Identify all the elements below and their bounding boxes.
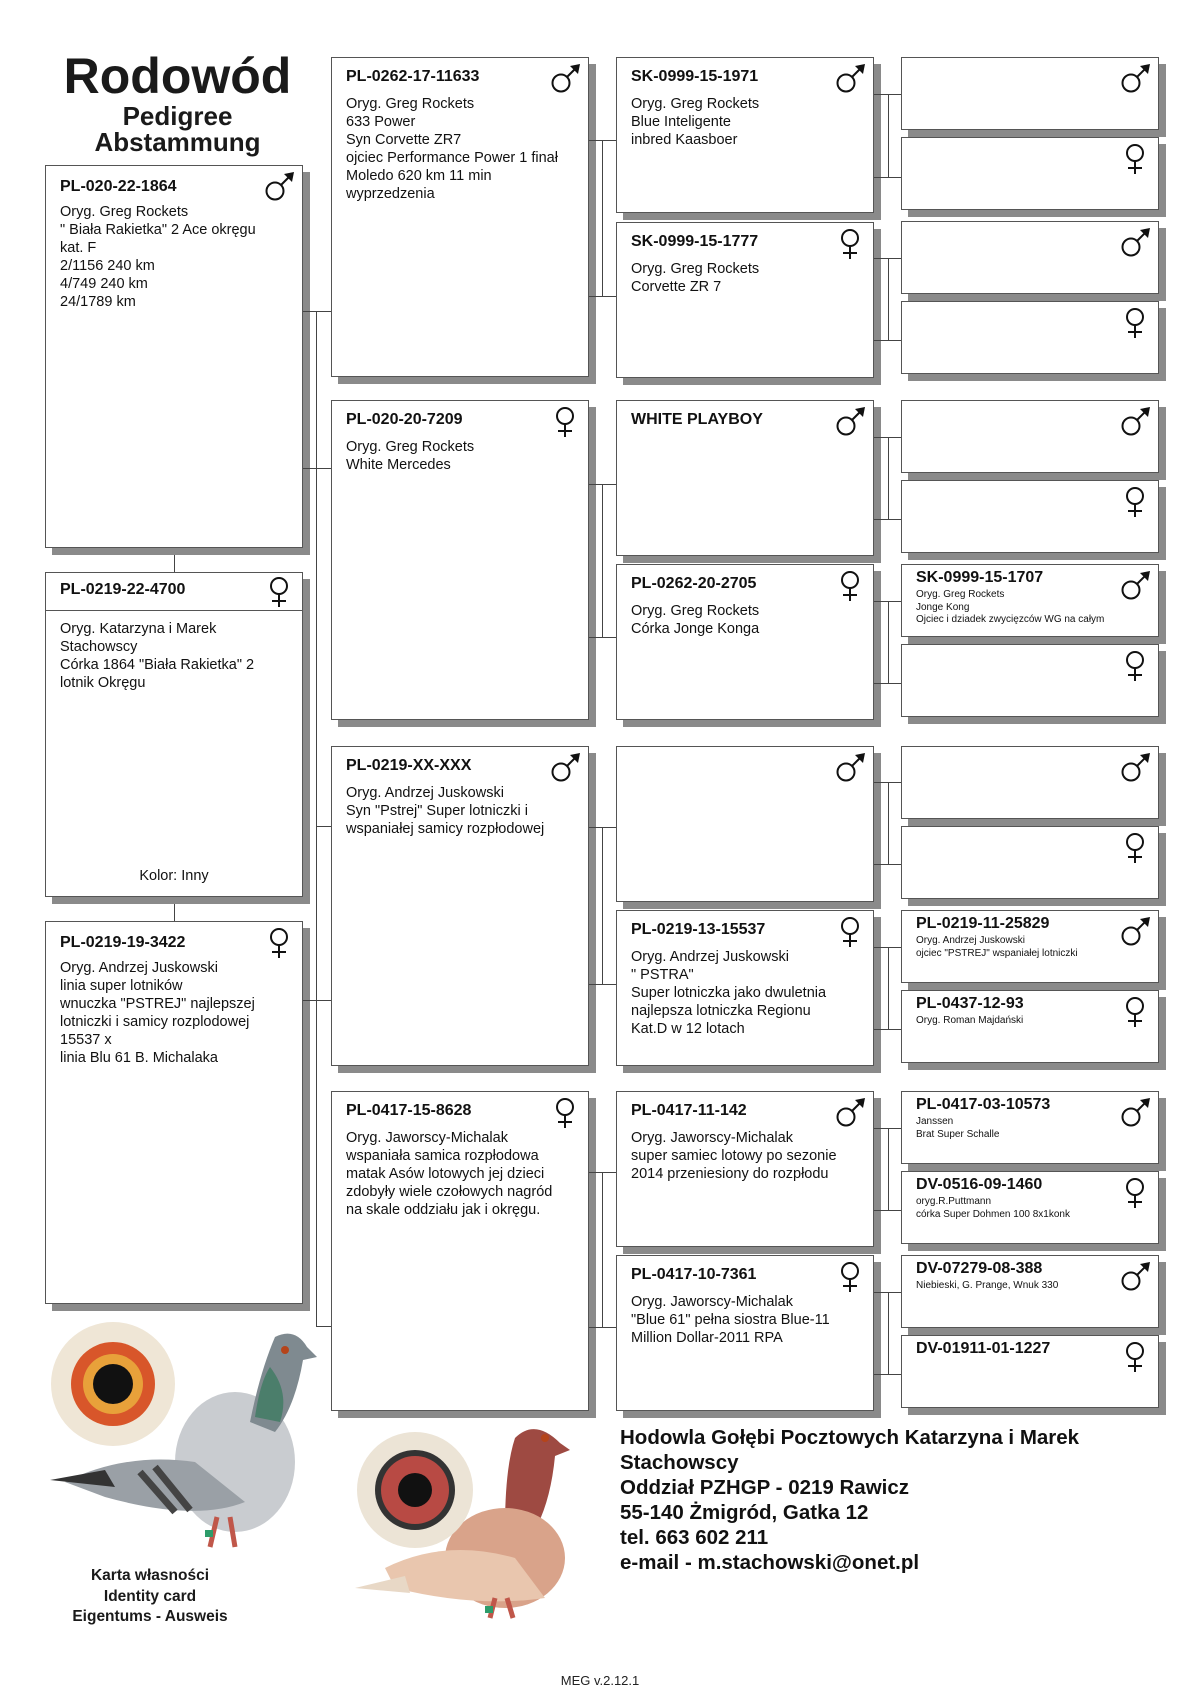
connector-line	[874, 947, 901, 948]
ring-number: DV-01911-01-1227	[916, 1340, 1051, 1357]
pigeon-box-gen3	[616, 746, 874, 902]
male-icon	[1118, 62, 1152, 96]
connector-line	[874, 782, 901, 783]
ring-number: PL-0219-XX-XXX	[346, 757, 472, 774]
connector-line	[589, 140, 616, 141]
pigeon-box-gen4	[901, 826, 1159, 899]
title-pedigree: Pedigree	[122, 101, 233, 131]
connector-line	[589, 1172, 616, 1173]
pigeon-description: Oryg. Jaworscy-Michalak super samiec lotowy po sezonie 2014 przeniesiony do rozpłodu	[631, 1130, 837, 1182]
connector-line	[602, 827, 603, 984]
ring-number: PL-0417-03-10573	[916, 1096, 1051, 1113]
pigeon-box-gen3	[616, 1255, 874, 1411]
connector-line	[874, 1128, 901, 1129]
pigeon-description: Oryg. Greg Rockets 633 Power Syn Corvette ZR7 ojciec Performance Power 1 finał Moledo 620 km 11 min wyprzedzenia	[346, 96, 558, 202]
male-icon	[1118, 226, 1152, 260]
pigeon-box-gen4	[901, 221, 1159, 294]
pigeon-box-gen4	[901, 57, 1159, 130]
pigeon-description: Oryg. Jaworscy-Michalak wspaniała samica rozpłodowa matak Asów lotowych jej dzieci zdobyły wiele czołowych nagród na skale oddziału jak i okręgu.	[346, 1130, 553, 1218]
ring-number: DV-0516-09-1460	[916, 1176, 1043, 1193]
pigeon-box-gen3	[616, 1091, 874, 1247]
card-line: Identity card	[103, 1587, 197, 1605]
pigeon-photo-red	[355, 1418, 590, 1623]
owner-line: Oddział PZHGP - 0219 Rawicz	[620, 1476, 909, 1499]
pigeon-description: Oryg. Roman Majdański	[916, 1015, 1024, 1026]
male-icon	[833, 751, 867, 785]
ring-number: SK-0999-15-1777	[631, 233, 759, 250]
pigeon-box-gen4	[901, 137, 1159, 210]
connector-line	[888, 1292, 889, 1374]
connector-line	[874, 519, 901, 520]
connector-line	[602, 1172, 603, 1327]
color-label: Kolor: Inny	[139, 868, 209, 884]
ring-number: PL-0219-13-15537	[631, 921, 766, 938]
connector-line	[589, 984, 616, 985]
ring-number: PL-0417-10-7361	[631, 1266, 757, 1283]
pigeon-description: Oryg. Greg Rockets " Biała Rakietka" 2 Ace okręgu kat. F 2/1156 240 km 4/749 240 km 24/1789 km	[60, 204, 256, 310]
pigeon-box-gen3	[616, 57, 874, 213]
male-icon	[548, 751, 582, 785]
pigeon-box-gen3	[616, 222, 874, 378]
ring-number: WHITE PLAYBOY	[631, 411, 763, 428]
title-abstammung: Abstammung	[94, 127, 261, 157]
male-icon	[833, 405, 867, 439]
connector-line	[589, 296, 616, 297]
ring-number: PL-0219-11-25829	[916, 915, 1050, 932]
pigeon-box-gen4	[901, 400, 1159, 473]
male-icon	[833, 62, 867, 96]
connector-line	[888, 782, 889, 864]
female-icon	[833, 569, 867, 603]
card-line: Eigentums - Ausweis	[72, 1608, 228, 1625]
pigeon-box-gen4	[901, 1255, 1159, 1328]
pigeon-box-gen4	[901, 1091, 1159, 1164]
female-icon	[1118, 485, 1152, 519]
pigeon-box-third	[45, 921, 303, 1304]
identity-card-caption	[45, 1566, 255, 1628]
female-icon	[1118, 1340, 1152, 1374]
connector-line	[888, 601, 889, 683]
male-icon	[1118, 751, 1152, 785]
version-label: MEG v.2.12.1	[560, 1673, 640, 1688]
connector-line	[589, 1327, 616, 1328]
connector-line	[888, 258, 889, 340]
pigeon-box-sire	[331, 57, 589, 377]
pigeon-description: Oryg. Greg Rockets Córka Jonge Konga	[631, 603, 760, 637]
owner-line: Hodowla Gołębi Pocztowych Katarzyna i Marek	[620, 1426, 1080, 1449]
connector-line	[589, 827, 616, 828]
connector-line	[888, 947, 889, 1029]
female-icon	[548, 1096, 582, 1130]
female-icon	[833, 227, 867, 261]
connector-line	[303, 468, 331, 469]
pigeon-description: Oryg. Greg Rockets Jonge Kong Ojciec i dziadek zwycięzców WG na całym	[916, 589, 1105, 625]
connector-line	[874, 437, 901, 438]
connector-line	[874, 1210, 901, 1211]
pigeon-box-gen4	[901, 990, 1159, 1063]
pigeon-box-gen4	[901, 480, 1159, 553]
connector-line	[874, 1374, 901, 1375]
male-icon	[1118, 405, 1152, 439]
ring-number: SK-0999-15-1707	[916, 569, 1044, 586]
pigeon-description: Oryg. Andrzej Juskowski " PSTRA" Super lotniczka jako dwuletnia najlepsza lotniczka Regionu Kat.D w 12 lotach	[631, 949, 827, 1037]
ring-number: PL-0437-12-93	[916, 995, 1024, 1012]
connector-line	[888, 94, 889, 177]
pigeon-description: Oryg. Greg Rockets Blue Inteligente inbred Kaasboer	[631, 96, 760, 148]
pigeon-description: Oryg. Greg Rockets White Mercedes	[346, 439, 475, 473]
ring-number: DV-07279-08-388	[916, 1260, 1043, 1277]
connector-line	[888, 1128, 889, 1210]
owner-email: e-mail - m.stachowski@onet.pl	[620, 1551, 920, 1574]
connector-line	[874, 94, 901, 95]
ring-number: PL-020-20-7209	[346, 411, 463, 428]
pigeon-description: Oryg. Andrzej Juskowski ojciec "PSTREJ" wspaniałej lotniczki	[916, 935, 1078, 959]
female-icon	[1118, 831, 1152, 865]
connector-line	[602, 484, 603, 637]
ring-number: SK-0999-15-1971	[631, 68, 759, 85]
pigeon-description: Niebieski, G. Prange, Wnuk 330	[916, 1280, 1059, 1291]
connector-line	[589, 637, 616, 638]
pigeon-description: Oryg. Greg Rockets Corvette ZR 7	[631, 261, 760, 295]
pigeon-description: Janssen Brat Super Schalle	[916, 1116, 1000, 1140]
female-icon	[833, 1260, 867, 1294]
connector-line	[303, 311, 331, 312]
connector-line	[174, 897, 175, 921]
ring-number: PL-0262-17-11633	[346, 68, 480, 85]
pigeon-description: Oryg. Andrzej Juskowski linia super lotników wnuczka "PSTREJ" najlepszej lotniczki i samicy rozplodowej 15537 x linia Blu 61 B. Michalaka	[60, 960, 255, 1066]
title-rodowod: Rodowód	[63, 48, 292, 104]
connector-line	[316, 826, 331, 827]
pigeon-box-gen4	[901, 301, 1159, 374]
pigeon-description: Oryg. Katarzyna i Marek Stachowscy Córka 1864 "Biała Rakietka" 2 lotnik Okręgu	[60, 621, 255, 691]
connector-line	[874, 177, 901, 178]
female-icon	[833, 915, 867, 949]
pigeon-box-gen4	[901, 910, 1159, 983]
owner-info	[620, 1425, 1079, 1575]
pigeon-box-sire-of-dam	[331, 746, 589, 1066]
pigeon-description: Oryg. Jaworscy-Michalak "Blue 61" pełna siostra Blue-11 Million Dollar-2011 RPA	[631, 1294, 830, 1346]
connector-line	[874, 1292, 901, 1293]
pigeon-box-gen3	[616, 564, 874, 720]
card-line: Karta własności	[90, 1567, 210, 1584]
connector-line	[874, 864, 901, 865]
pigeon-box-gen4	[901, 644, 1159, 717]
pigeon-photo-blue	[45, 1312, 325, 1562]
connector-line	[174, 548, 175, 572]
pigeon-box-main	[45, 165, 303, 548]
connector-line	[602, 140, 603, 296]
pigeon-box-gen4	[901, 746, 1159, 819]
pigeon-description: Oryg. Andrzej Juskowski Syn "Pstrej" Super lotniczki i wspaniałej samicy rozpłodowej	[346, 785, 545, 837]
pigeon-box-gen3	[616, 400, 874, 556]
owner-line: Stachowscy	[620, 1451, 739, 1474]
pigeon-description: oryg.R.Puttmann córka Super Dohmen 100 8x1konk	[916, 1196, 1070, 1220]
ring-number: PL-0219-22-4700	[60, 581, 186, 598]
connector-line	[888, 437, 889, 519]
female-icon	[1118, 142, 1152, 176]
female-icon	[1118, 649, 1152, 683]
connector-line	[589, 484, 616, 485]
pigeon-box-gen4	[901, 1335, 1159, 1408]
female-icon	[262, 926, 296, 960]
female-icon	[548, 405, 582, 439]
male-icon	[548, 62, 582, 96]
pigeon-box-second	[45, 572, 303, 897]
connector-line	[303, 1000, 331, 1001]
ring-number: PL-0417-15-8628	[346, 1102, 472, 1119]
connector-line	[874, 1029, 901, 1030]
connector-line	[874, 258, 901, 259]
male-icon	[833, 1096, 867, 1130]
ring-number: PL-0417-11-142	[631, 1102, 747, 1119]
connector-line	[316, 826, 317, 1326]
pigeon-box-gen3	[616, 910, 874, 1066]
ring-number: PL-020-22-1864	[60, 178, 177, 195]
pigeon-box-gen4	[901, 1171, 1159, 1244]
owner-line: 55-140 Żmigród, Gatka 12	[620, 1501, 869, 1524]
pigeon-box-dam-of-sire	[331, 400, 589, 720]
pigeon-box-dam-of-dam	[331, 1091, 589, 1411]
ring-number: PL-0219-19-3422	[60, 934, 186, 951]
female-icon	[262, 575, 296, 609]
pigeon-box-gen4	[901, 564, 1159, 637]
female-icon	[1118, 306, 1152, 340]
connector-line	[874, 683, 901, 684]
male-icon	[262, 170, 296, 204]
ring-number: PL-0262-20-2705	[631, 575, 757, 592]
owner-line: tel. 663 602 211	[620, 1526, 769, 1549]
connector-line	[874, 340, 901, 341]
connector-line	[874, 601, 901, 602]
